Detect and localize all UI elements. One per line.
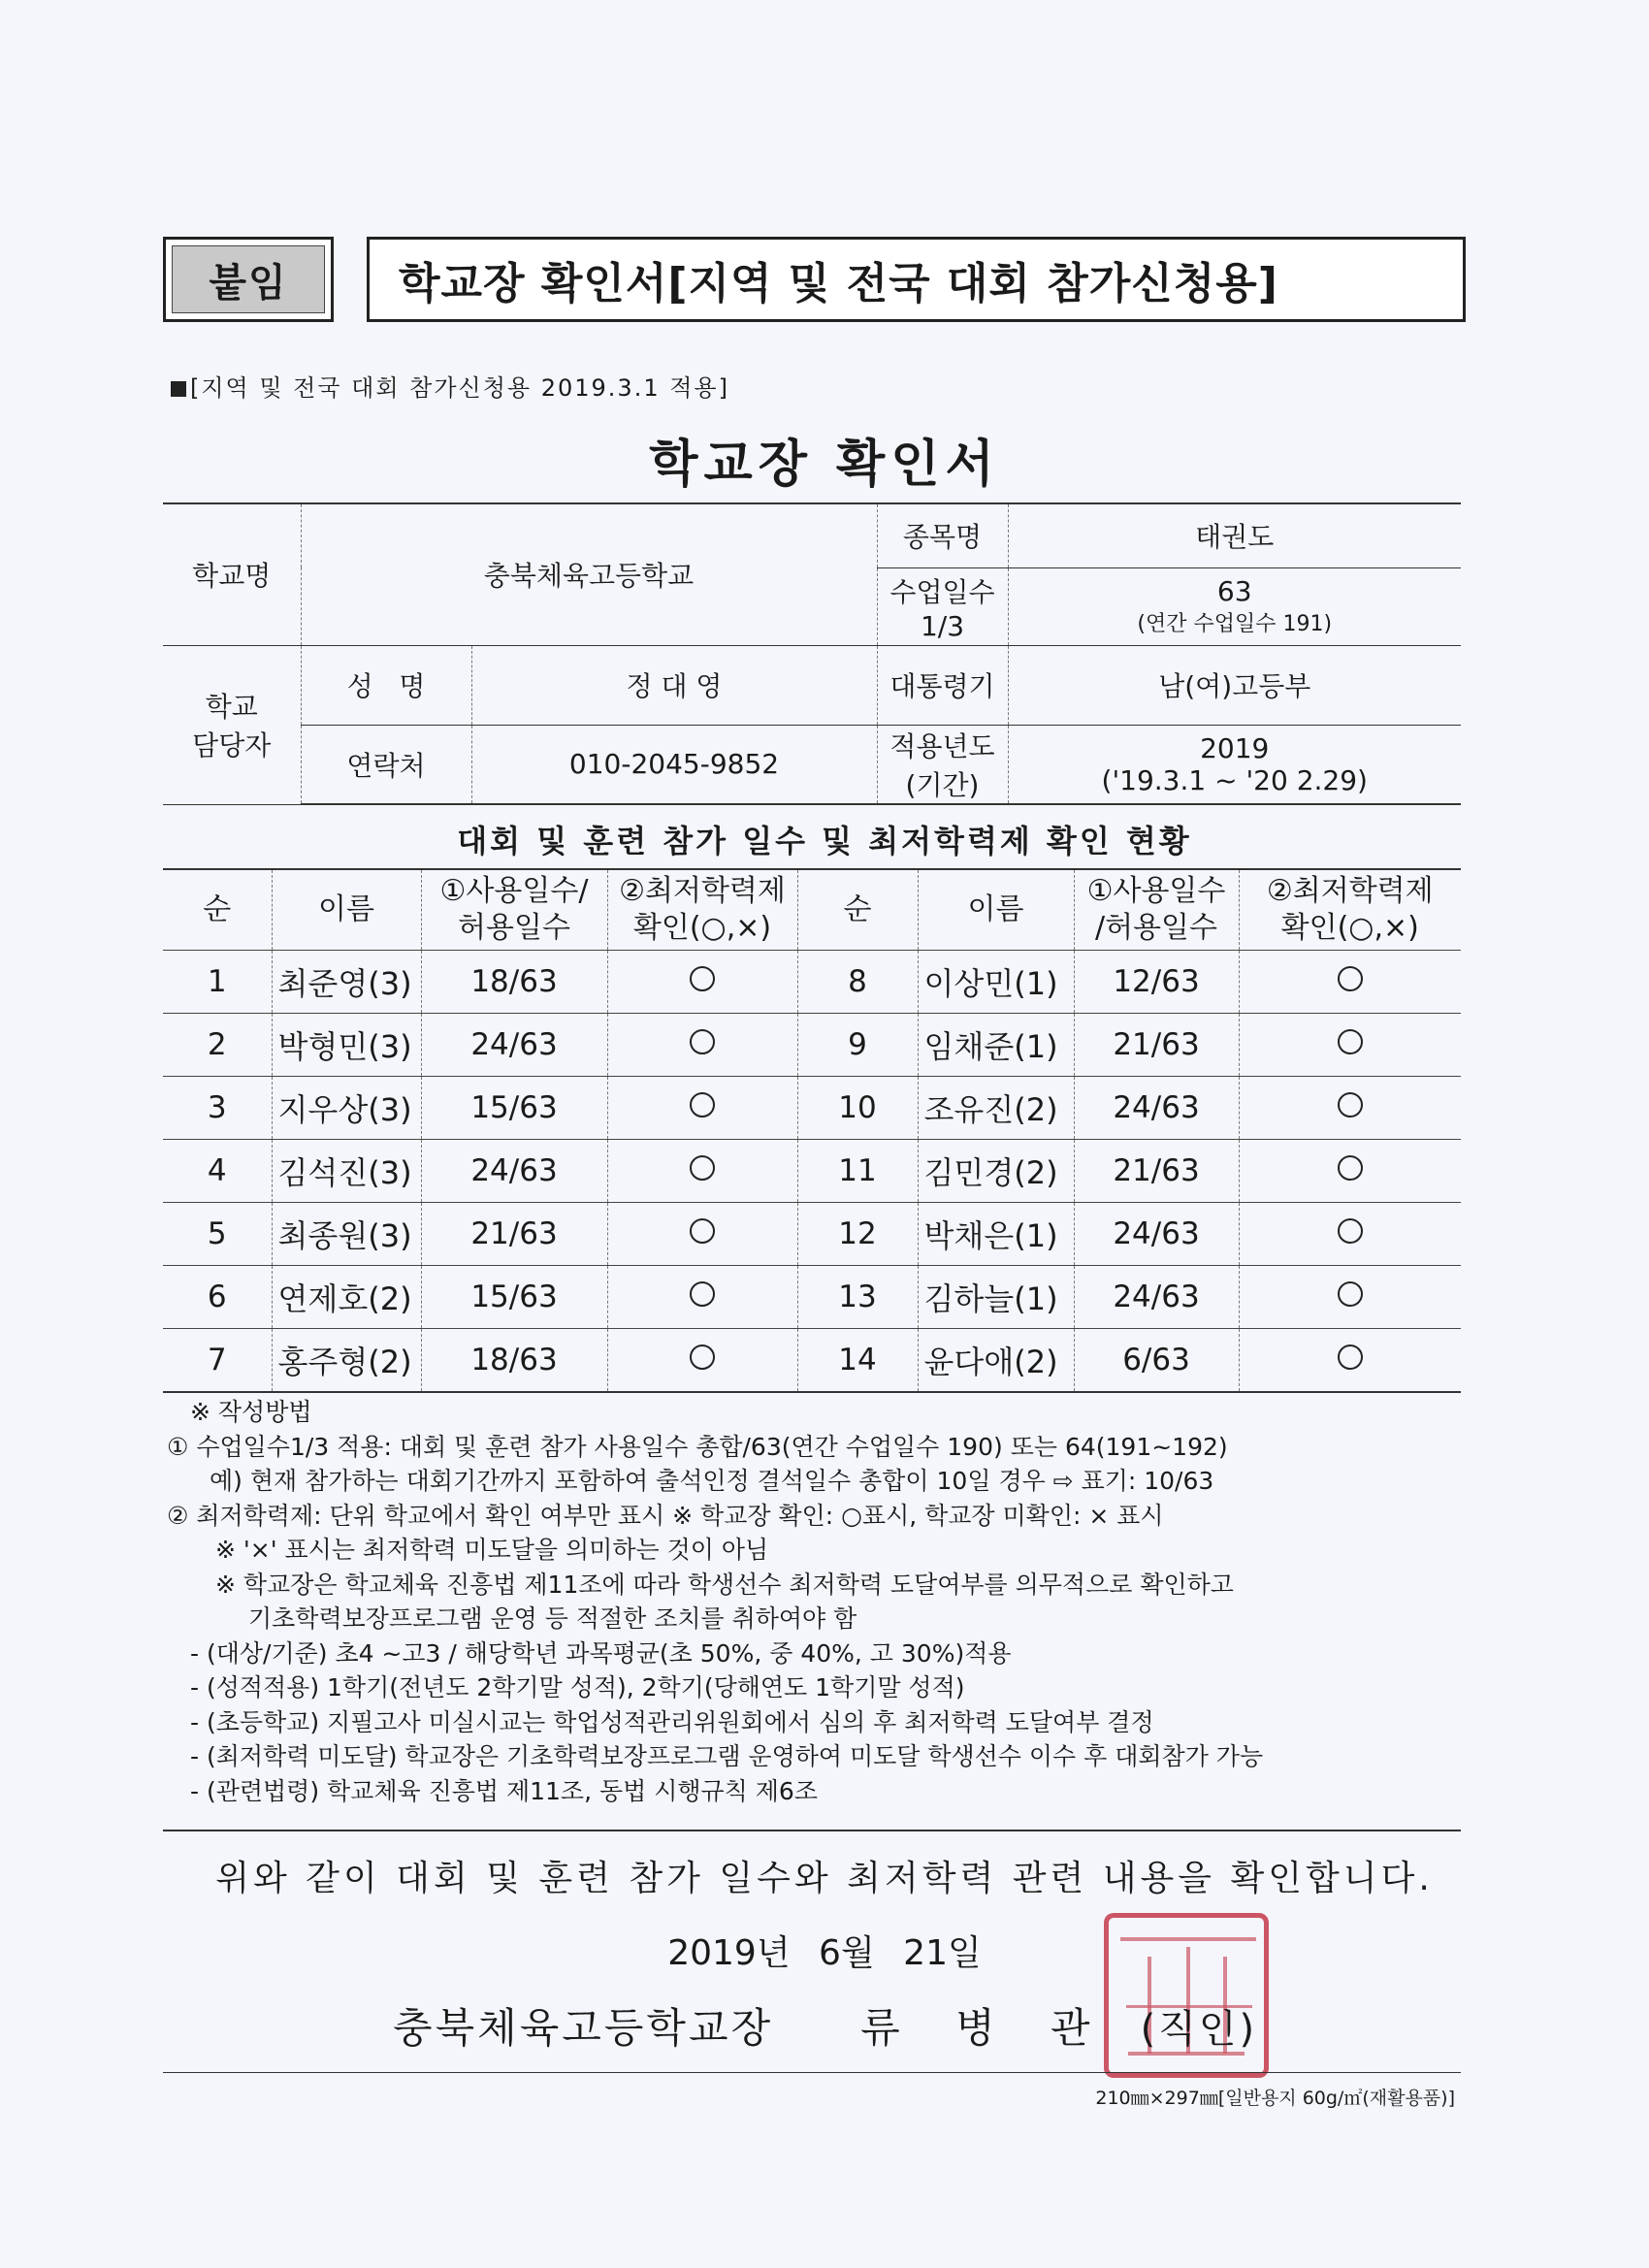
year-value-number: 2019	[1200, 731, 1270, 764]
signer	[393, 1996, 1257, 2055]
row-no: 6	[163, 1266, 272, 1329]
note-line: ※ 작성방법	[190, 1398, 312, 1426]
row-no: 2	[163, 1014, 272, 1077]
used-days: 24/63	[1074, 1266, 1239, 1329]
note-line: - (초등학교) 지필고사 미실시교는 학업성적관리위원회에서 심의 후 최저학력 도달여부 결정	[190, 1707, 1154, 1736]
header-check-right	[1239, 869, 1461, 951]
attachment-badge-label: 붙임	[172, 245, 325, 313]
student-name: 박채은(1)	[918, 1203, 1074, 1266]
check-mark	[1239, 1329, 1461, 1393]
header-check-right-line2: 확인(○,×)	[1280, 911, 1419, 945]
info-table	[163, 502, 1461, 805]
check-mark	[1239, 1266, 1461, 1329]
event-label: 종목명	[877, 503, 1008, 567]
header-days-right-line2: /허용일수	[1094, 911, 1218, 945]
circle-mark-icon	[690, 1029, 715, 1054]
check-mark	[1239, 1077, 1461, 1140]
notes	[167, 1395, 1467, 1808]
check-mark	[607, 1203, 797, 1266]
used-days: 21/63	[421, 1203, 607, 1266]
used-days: 18/63	[421, 951, 607, 1014]
header-name-right: 이름	[918, 869, 1074, 951]
used-days: 6/63	[1074, 1329, 1239, 1393]
circle-mark-icon	[1338, 1281, 1363, 1307]
year-label-line2: (기간)	[905, 768, 980, 801]
circle-mark-icon	[1338, 1155, 1363, 1181]
used-days: 21/63	[1074, 1014, 1239, 1077]
student-name: 최종원(3)	[272, 1203, 421, 1266]
sub-note	[171, 369, 729, 403]
roster-table	[163, 868, 1461, 1393]
year-label	[877, 725, 1008, 804]
row-no: 8	[797, 951, 918, 1014]
year-value	[1008, 725, 1461, 804]
sub-note-text: [지역 및 전국 대회 참가신청용 2019.3.1 적용]	[190, 374, 729, 402]
header-name: 이름	[272, 869, 421, 951]
days-value-sub: (연간 수업일수 191)	[1137, 612, 1333, 636]
check-mark	[607, 1266, 797, 1329]
check-mark	[607, 1014, 797, 1077]
divider	[163, 1830, 1461, 1831]
used-days: 24/63	[1074, 1077, 1239, 1140]
square-bullet-icon	[171, 381, 186, 397]
document-title: 학교장 확인서	[649, 436, 1000, 494]
days-label-line2: 1/3	[920, 609, 965, 642]
student-name: 최준영(3)	[272, 951, 421, 1014]
student-name: 이상민(1)	[918, 951, 1074, 1014]
check-mark	[1239, 1203, 1461, 1266]
year-period: ('19.3.1 ~ '20 2.29)	[1101, 763, 1368, 796]
row-no: 7	[163, 1329, 272, 1393]
used-days: 24/63	[421, 1140, 607, 1203]
header-days-right-line1: ①사용일수	[1086, 874, 1226, 908]
student-name: 임채준(1)	[918, 1014, 1074, 1077]
note-line: 기초학력보장프로그램 운영 등 적절한 조치를 취하여야 함	[248, 1604, 857, 1633]
contact-label: 연락처	[301, 725, 471, 804]
division-value: 남(여)고등부	[1008, 645, 1461, 725]
student-name: 윤다애(2)	[918, 1329, 1074, 1393]
note-line: ① 수업일수1/3 적용: 대회 및 훈련 참가 사용일수 총합/63(연간 수업일수 190) 또는 64(191~192)	[167, 1432, 1228, 1461]
signer-school: 충북체육고등학교장	[393, 2004, 774, 2052]
table-row	[163, 951, 1461, 1014]
event-value: 태권도	[1008, 503, 1461, 567]
roster-body	[163, 951, 1461, 1393]
header-days-right	[1074, 869, 1239, 951]
issue-date: 2019년 6월 21일	[667, 1933, 982, 1973]
header-days	[421, 869, 607, 951]
row-no: 10	[797, 1077, 918, 1140]
check-mark	[1239, 1140, 1461, 1203]
row-no: 1	[163, 951, 272, 1014]
contact-value: 010-2045-9852	[471, 725, 877, 804]
circle-mark-icon	[1338, 966, 1363, 991]
used-days: 24/63	[1074, 1203, 1239, 1266]
header-check	[607, 869, 797, 951]
student-name: 지우상(3)	[272, 1077, 421, 1140]
student-name: 연제호(2)	[272, 1266, 421, 1329]
circle-mark-icon	[690, 1155, 715, 1181]
used-days: 21/63	[1074, 1140, 1239, 1203]
table-row	[163, 1329, 1461, 1393]
circle-mark-icon	[1338, 1092, 1363, 1118]
paper-spec-note: 210㎜×297㎜[일반용지 60g/㎡(재활용품)]	[1095, 2088, 1455, 2109]
name-value: 정 대 영	[471, 645, 877, 725]
student-name: 김민경(2)	[918, 1140, 1074, 1203]
header-no: 순	[163, 869, 272, 951]
student-name: 김석진(3)	[272, 1140, 421, 1203]
row-no: 9	[797, 1014, 918, 1077]
signer-name: 류 병 관	[860, 2004, 1112, 2052]
note-line: ※ 학교장은 학교체육 진흥법 제11조에 따라 학생선수 최저학력 도달여부를 의무적으로 확인하고	[215, 1570, 1234, 1599]
student-name: 박형민(3)	[272, 1014, 421, 1077]
manager-label-line2: 담당자	[192, 729, 272, 761]
table-row	[163, 1266, 1461, 1329]
row-no: 14	[797, 1329, 918, 1393]
confirm-statement: 위와 같이 대회 및 훈련 참가 일수와 최저학력 관련 내용을 확인합니다.	[215, 1859, 1434, 1898]
used-days: 15/63	[421, 1077, 607, 1140]
year-label-line1: 적용년도	[889, 729, 995, 762]
used-days: 12/63	[1074, 951, 1239, 1014]
header-no-right: 순	[797, 869, 918, 951]
table-row	[163, 1014, 1461, 1077]
header-title: 학교장 확인서[지역 및 전국 대회 참가신청용]	[367, 237, 1466, 322]
student-name: 조유진(2)	[918, 1077, 1074, 1140]
note-line: - (대상/기준) 초4 ~고3 / 해당학년 과목평균(초 50%, 중 40%, 고 30%)적용	[190, 1638, 1012, 1668]
school-label: 학교명	[163, 503, 301, 645]
division-label: 대통령기	[877, 645, 1008, 725]
circle-mark-icon	[690, 1218, 715, 1244]
note-line: ※ '×' 표시는 최저학력 미도달을 의미하는 것이 아님	[215, 1536, 769, 1564]
days-value-number: 63	[1216, 575, 1252, 607]
table-row	[163, 1203, 1461, 1266]
student-name: 김하늘(1)	[918, 1266, 1074, 1329]
header-days-line1: ①사용일수/	[439, 874, 589, 908]
manager-label	[163, 645, 301, 804]
row-no: 13	[797, 1266, 918, 1329]
circle-mark-icon	[1338, 1029, 1363, 1054]
note-line: - (성적적용) 1학기(전년도 2학기말 성적), 2학기(당해연도 1학기말 성적)	[190, 1673, 965, 1701]
school-name: 충북체육고등학교	[301, 503, 877, 645]
circle-mark-icon	[1338, 1345, 1363, 1370]
note-line: 예) 현재 참가하는 대회기간까지 포함하여 출석인정 결석일수 총합이 10일 경우 ⇨ 표기: 10/63	[210, 1467, 1214, 1495]
header-check-right-line1: ②최저학력제	[1266, 874, 1434, 908]
days-label	[877, 567, 1008, 645]
manager-label-line1: 학교	[205, 691, 258, 723]
attachment-badge	[163, 237, 334, 322]
header-check-line2: 확인(○,×)	[632, 911, 772, 945]
circle-mark-icon	[690, 1281, 715, 1307]
table-row	[163, 1077, 1461, 1140]
check-mark	[607, 1329, 797, 1393]
note-line: ② 최저학력제: 단위 학교에서 확인 여부만 표시 ※ 학교장 확인: ○표시, 학교장 미확인: × 표시	[167, 1501, 1164, 1530]
footer-divider	[163, 2072, 1461, 2073]
check-mark	[607, 1077, 797, 1140]
row-no: 12	[797, 1203, 918, 1266]
seal-label: (직인)	[1140, 2007, 1258, 2052]
header-check-line1: ②최저학력제	[619, 874, 786, 908]
check-mark	[1239, 1014, 1461, 1077]
used-days: 15/63	[421, 1266, 607, 1329]
check-mark	[1239, 951, 1461, 1014]
used-days: 18/63	[421, 1329, 607, 1393]
circle-mark-icon	[690, 1092, 715, 1118]
days-label-line1: 수업일수	[889, 575, 995, 608]
header-days-line2: 허용일수	[458, 911, 570, 945]
circle-mark-icon	[690, 966, 715, 991]
table-row	[163, 1140, 1461, 1203]
student-name: 홍주형(2)	[272, 1329, 421, 1393]
circle-mark-icon	[690, 1345, 715, 1370]
check-mark	[607, 951, 797, 1014]
section-title: 대회 및 훈련 참가 일수 및 최저학력제 확인 현황	[457, 823, 1192, 859]
note-line: - (최저학력 미도달) 학교장은 기초학력보장프로그램 운영하여 미도달 학생선수 이수 후 대회참가 가능	[190, 1742, 1264, 1770]
row-no: 3	[163, 1077, 272, 1140]
circle-mark-icon	[1338, 1218, 1363, 1244]
name-label: 성 명	[301, 645, 471, 725]
row-no: 5	[163, 1203, 272, 1266]
used-days: 24/63	[421, 1014, 607, 1077]
row-no: 4	[163, 1140, 272, 1203]
note-line: - (관련법령) 학교체육 진흥법 제11조, 동법 시행규칙 제6조	[190, 1776, 818, 1805]
check-mark	[607, 1140, 797, 1203]
row-no: 11	[797, 1140, 918, 1203]
days-value	[1008, 567, 1461, 645]
